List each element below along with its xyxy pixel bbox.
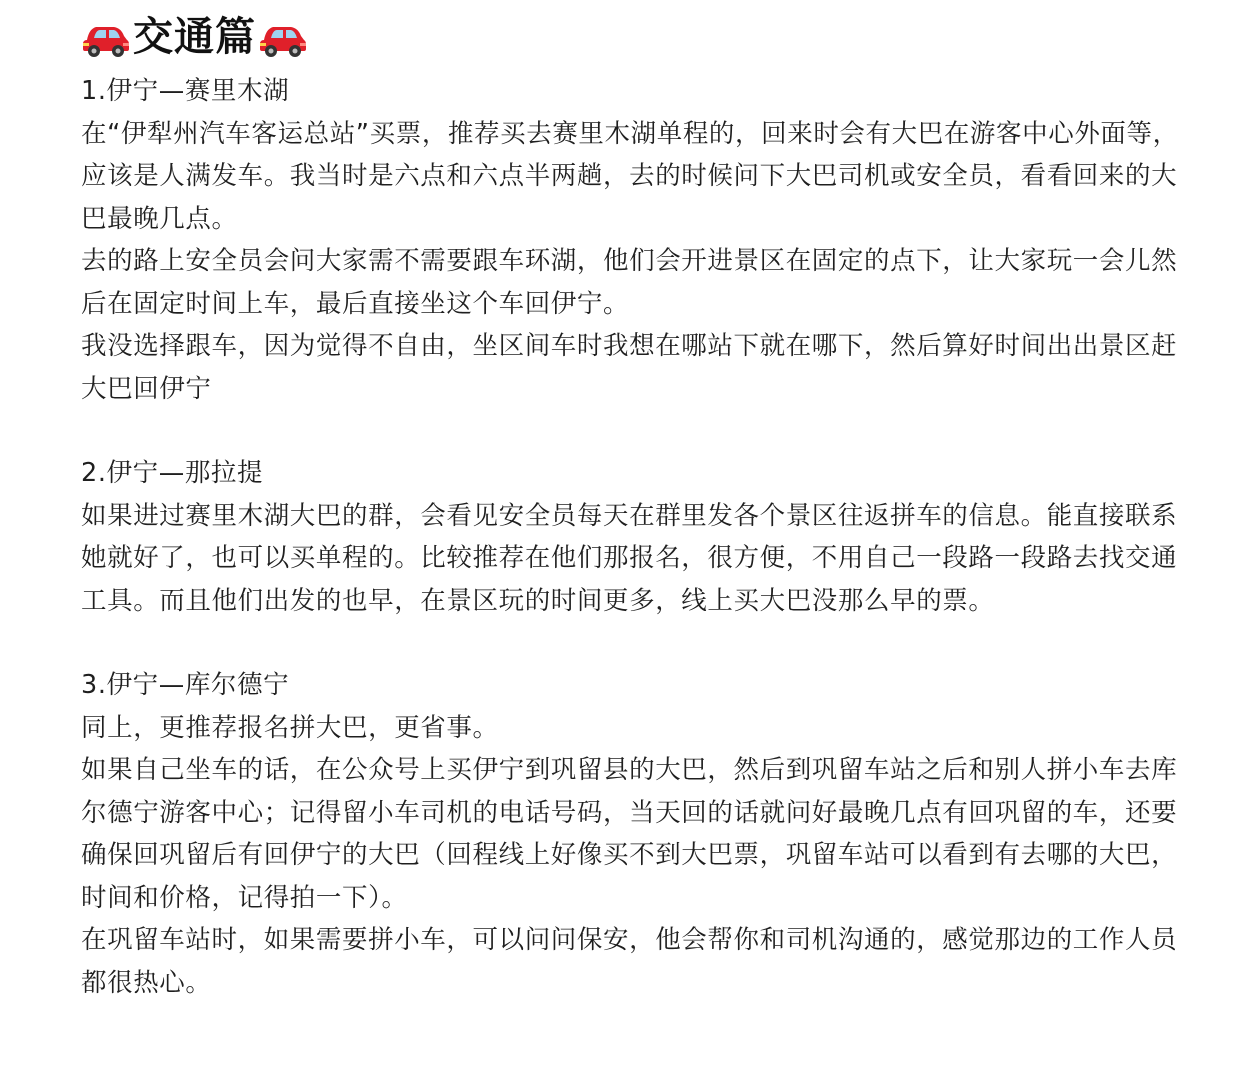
paragraph: 如果进过赛里木湖大巴的群，会看见安全员每天在群里发各个景区往返拼车的信息。能直接联系她就好了，也可以买单程的。比较推荐在他们那报名，很方便，不用自己一段路一段路去找交通工具。而且他们出发的也早，在景区玩的时间更多，线上买大巴没那么早的票。 <box>81 500 1178 616</box>
section-yining-nalati <box>81 452 1181 622</box>
section-yining-kurdening <box>81 664 1181 1004</box>
document <box>81 12 1181 1004</box>
section-heading: 3.伊宁—库尔德宁 <box>81 670 290 700</box>
section-yining-sayram-lake <box>81 70 1181 410</box>
section-heading: 2.伊宁—那拉提 <box>81 458 264 488</box>
paragraph: 在巩留车站时，如果需要拼小车，可以问问保安，他会帮你和司机沟通的，感觉那边的工作人员都很热心。 <box>81 925 1178 998</box>
page-title-row <box>81 12 1181 62</box>
paragraph: 如果自己坐车的话，在公众号上买伊宁到巩留县的大巴，然后到巩留车站之后和别人拼小车去库尔德宁游客中心；记得留小车司机的电话号码，当天回的话就问好最晚几点有回巩留的车，还要确保回巩留后有回伊宁的大巴（回程线上好像买不到大巴票，巩留车站可以看到有去哪的大巴，时间和价格，记得拍一下）。 <box>81 755 1178 913</box>
section-heading: 1.伊宁—赛里木湖 <box>81 76 290 106</box>
page-title: 交通篇 <box>133 14 256 60</box>
paragraph: 去的路上安全员会问大家需不需要跟车环湖，他们会开进景区在固定的点下，让大家玩一会儿然后在固定时间上车，最后直接坐这个车回伊宁。 <box>81 246 1178 319</box>
red-car-icon <box>81 16 131 58</box>
paragraph: 在“伊犁州汽车客运总站”买票，推荐买去赛里木湖单程的，回来时会有大巴在游客中心外面等，应该是人满发车。我当时是六点和六点半两趟，去的时候问下大巴司机或安全员，看看回来的大巴最晚几点。 <box>81 118 1179 234</box>
paragraph: 同上，更推荐报名拼大巴，更省事。 <box>81 712 499 743</box>
paragraph: 我没选择跟车，因为觉得不自由，坐区间车时我想在哪站下就在哪下，然后算好时间出出景区赶大巴回伊宁 <box>81 331 1178 404</box>
red-car-icon <box>258 16 308 58</box>
